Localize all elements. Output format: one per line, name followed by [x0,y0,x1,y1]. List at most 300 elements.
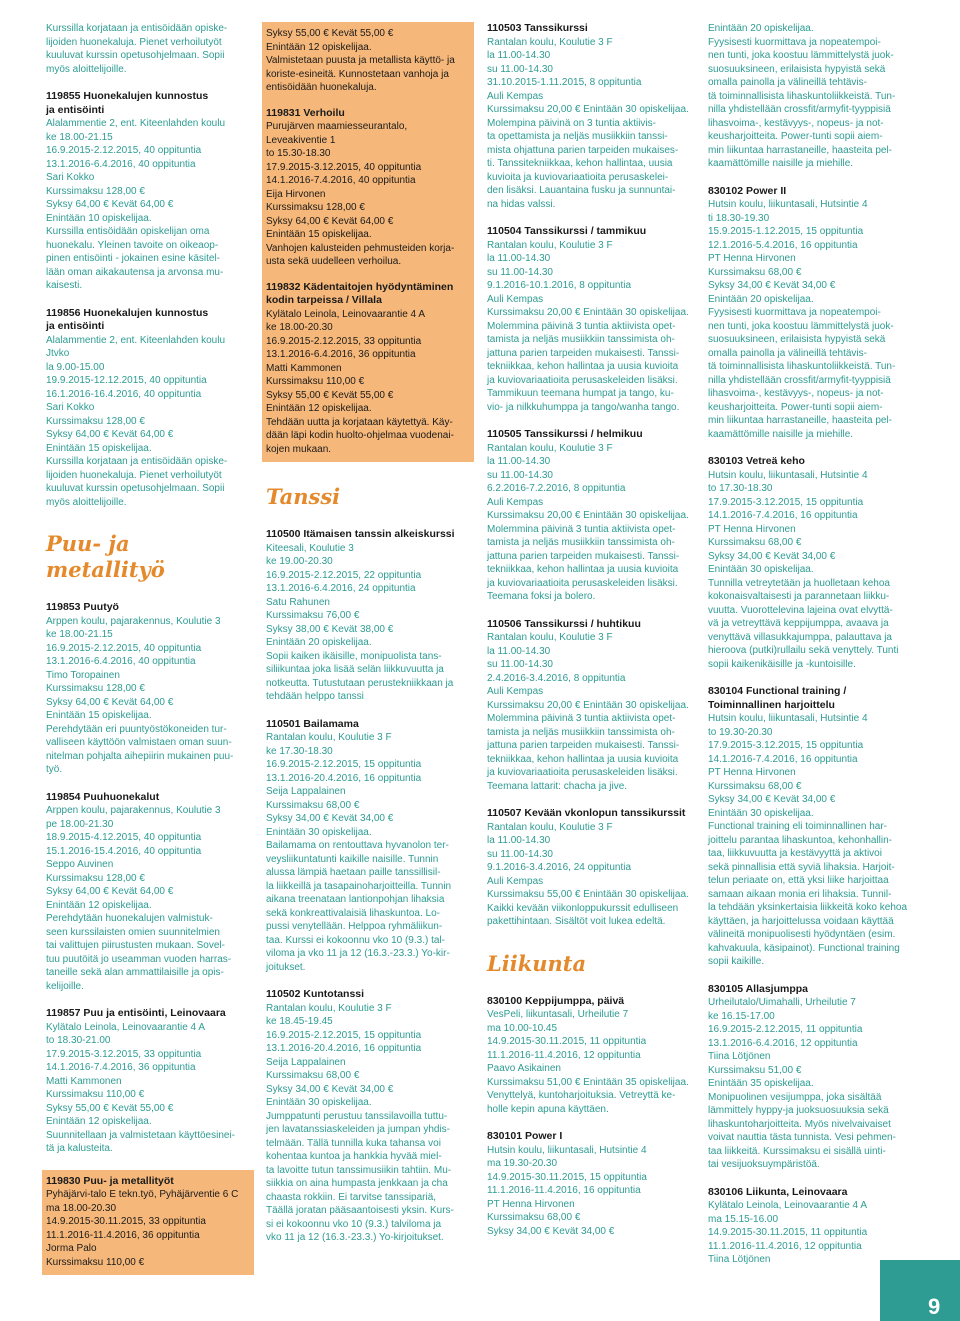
course-detail-line: ti 18.30-19.30 [708,212,770,224]
course-detail-line: lihasvoima-, kestävyys-, nopeus- ja not- [708,117,884,129]
course-detail-line: Matti Kammonen [46,1075,122,1087]
course-detail-line: Seppo Auvinen [46,859,114,870]
course-detail-line: Kurssimaksu 68,00 € [487,1212,581,1223]
course-detail-line: holle kepin apuna käyttäen. [487,1103,609,1115]
course-detail-line: Syksy 34,00 € Kevät 34,00 € [266,813,394,824]
course-detail-line: lään oman aikakautensa ja arvonsa mu- [46,266,224,278]
course-detail-line: Enintään 30 opiskelijaa. [266,1097,372,1108]
course-detail-line: Syksy 55,00 € Kevät 55,00 € [266,389,394,401]
course-detail-line: Kaikki kevään viikonloppukurssit edulliseen [487,902,679,914]
course-detail-line: su 11.00-14.30 [487,848,553,860]
course-detail-line: huonekalu. Yleinen tavoite on oikeaop- [46,239,219,251]
course-detail-line: mista ohjattuna parien tarpeiden mukaises- [487,144,679,156]
course-detail-line: 14.1.2016-7.4.2016, 40 oppituntia [266,175,416,186]
course-detail-line: tamista ja neljäs musiikkiin tanssimista oh- [487,537,675,548]
course-detail-line: Kurssimaksu 110,00 € [266,376,365,387]
course-detail-line: Enintään 30 opiskelijaa. [266,826,372,838]
course-detail-line: Kurssimaksu 110,00 € [46,1256,145,1268]
course-detail-line: taa, liikkuvuutta ja kestävyyttä ja aktivoi [708,848,882,859]
course-detail-line: tai vesijuoksuympäristöä. [708,1159,820,1170]
course-detail-line: kokonaisvaltaisesti ja parannetaan liikku- [708,591,890,602]
course-detail-line: PT Henna Hirvonen [708,523,796,535]
course-detail-line: nen tunti, joka koostuu lämmittelystä juok- [708,50,894,61]
course-detail-line: Molempina päivinä on 3 tuntia aktiivis- [487,117,656,129]
course-detail-line: sopii kaikenikäisille ja -kuntoisille. [708,658,856,670]
course-detail-line: tekniikkaa, kehon hallintaa ja uusia kuvioita [487,564,679,575]
course-detail-line: 17.9.2015-3.12.2015, 15 oppituntia [708,740,864,751]
course-detail-line: VesPeli, liikuntasali, Urheilutie 7 [487,1009,629,1020]
course-detail-line: to 19.30-20.30 [708,726,773,738]
course-detail-line: keusharjoitteita. Power-tunti sopii aiem- [708,131,883,142]
course-entry [708,685,916,969]
course-detail-line: ti. Tanssitekniikkaa, kehon hallintaa, uusia [487,158,673,169]
course-entry [46,1007,254,1156]
course-detail-line: Venyttelyä, kuntoharjoituksia. Vetreyttä ke- [487,1090,676,1101]
course-detail-line: Syksy 34,00 € Kevät 34,00 € [266,1083,394,1095]
course-detail-line: Timo Toropainen [46,669,120,681]
course-detail-line: Sari Kokko [46,402,95,413]
course-detail-line: nilla yhdistellään crossfit/armyfit-tyyppisiä [708,374,891,386]
course-detail-line: tamista ja neljäs musiikkiin tanssimista oh- [487,334,675,345]
course-title: 110506 Tanssikurssi / huhtikuu [487,617,641,630]
course-detail-line: ta opettamista ja neljäs musiikkiin tanssi- [487,131,668,142]
course-entry [266,988,474,1245]
course-detail-line: Matti Kammonen [266,362,342,374]
course-detail-line: Seija Lappalainen [266,1056,346,1068]
course-detail-line: 16.9.2015-2.12.2015, 40 oppituntia [46,145,202,156]
course-detail-line: ja kuviovariaatioita perusaskeleiden lisäksi. [487,577,678,589]
course-entry [46,791,254,994]
course-detail-line: Syksy 64,00 € Kevät 64,00 € [46,696,174,708]
course-title: ja entisöinti [46,320,105,332]
course-detail-line: tuu puutöitä jo useamman vuoden harras- [46,953,232,965]
course-entry [708,185,916,442]
course-detail-line: taa liikkeitä. Kurssimaksu ei sisällä uinti- [708,1145,886,1157]
course-detail-line: vä ja vetreyttävä keppijumppa, avaava ja [708,618,889,629]
course-detail-line: kaamättömille naisille ja miehille. [708,158,854,169]
course-detail-line: 14.1.2016-7.4.2016, 16 oppituntia [708,510,858,521]
continued-text [46,22,254,76]
course-detail-line: vuutta. Vuorottelevina lajeina ovat elvyttä- [708,604,893,616]
course-detail-line: lihasvoima-, kestävyys-, nopeus- ja not- [708,388,884,399]
course-detail-line: Functional training eli toiminnallinen har- [708,821,887,832]
course-detail-line: Enintään 30 opiskelijaa. [708,564,814,575]
course-detail-line: la 11.00-14.30 [487,645,551,657]
course-detail-line: Sari Kokko [46,172,95,183]
course-detail-line: 6.2.2016-7.2.2016, 8 oppituntia [487,483,626,494]
course-detail-line: Tammikuun teemana humpat ja tango, ku- [487,388,674,399]
course-detail-line: Enintään 15 opiskelijaa. [46,710,152,721]
course-detail-line: Jtvko [46,348,70,359]
course-detail-line: Syksy 38,00 € Kevät 38,00 € [266,623,394,635]
course-title: 830101 Power I [487,1130,563,1142]
course-entry [46,90,254,293]
course-detail-line: 13.1.2016-6.4.2016, 12 oppituntia [708,1037,858,1049]
course-detail-line: kelijoille. [46,980,84,992]
course-detail-line: su 11.00-14.30 [487,266,553,278]
course-detail-line: jen lavatanssiaskeleiden ja jumpan yhdis- [266,1124,450,1135]
course-detail-line: Auli Kempas [487,496,544,508]
course-detail-line: Hutsin koulu, liikuntasali, Hutsintie 4 [708,713,868,724]
course-detail-line: Suunnitellaan ja valmistetaan käyttöesinei- [46,1129,235,1141]
course-detail-line: 9.1.2016-10.1.2016, 8 oppituntia [487,280,632,291]
course-detail-line: omalla painolla ja välineillä tehtävis- [708,77,867,88]
course-detail-line: Kurssimaksu 68,00 € [708,266,802,278]
column-4 [708,22,916,1281]
course-detail-line: ma 18.00-20.30 [46,1202,117,1214]
section-heading: Tanssi [266,484,341,509]
course-detail-line: Kurssimaksu 128,00 € [46,872,145,884]
course-detail-line: 12.1.2016-5.4.2016, 16 oppituntia [708,239,858,251]
course-detail-line: 17.9.2015-3.12.2015, 15 oppituntia [708,496,864,508]
course-detail-line: seen kurssilaisten omien suunnitelmien [46,926,220,938]
course-detail-line: Syksy 34,00 € Kevät 34,00 € [708,550,836,562]
course-detail-line: Kurssimaksu 20,00 € Enintään 30 opiskelijaa. [487,510,689,521]
course-detail-line: 14.1.2016-7.4.2016, 36 oppituntia [46,1062,196,1073]
course-detail-line: 11.1.2016-11.4.2016, 36 oppituntia [46,1229,200,1241]
course-detail-line: lijoiden huonekaluja. Pienet verhoilutyöt [46,469,222,481]
course-detail-line: lämmittely hyppy-ja juoksuosuuksia sekä [708,1105,889,1116]
course-detail-line: 15.9.2015-1.12.2015, 15 oppituntia [708,226,864,237]
course-detail-line: Rantalan koulu, Koulutie 3 F [487,821,613,833]
course-detail-line: Kylätalo Leinola, Leinovaarantie 4 A [46,1021,206,1033]
course-detail-line: la liikkeillä ja tasapainoharjoitteilla. Tunnin [266,880,452,892]
course-detail-line: Rantalan koulu, Koulutie 3 F [487,632,613,643]
course-detail-line: Kurssimaksu 20,00 € Enintään 30 opiskelijaa. [487,699,689,711]
course-detail-line: vko 11 ja 12 (16.3.-23.3.) Yo-kirjoitukset. [266,1232,444,1243]
course-detail-line: 13.1.2016-6.4.2016, 40 oppituntia [46,158,196,170]
course-detail-line: Enintään 12 opiskelijaa. [46,1116,152,1127]
course-detail-line: ma 10.00-10.45 [487,1022,558,1034]
course-detail-line: ke 16.15-17.00 [708,1010,775,1022]
course-detail-line: työ. [46,764,63,775]
course-detail-line: Kurssilla korjataan ja entisöidään opiske- [46,456,228,467]
course-detail-line: Enintään 12 opiskelijaa. [266,41,372,53]
course-detail-line: 13.1.2016-6.4.2016, 36 oppituntia [266,349,416,360]
course-detail-line: entisöidään huonekaluja. [266,82,377,93]
course-detail-line: kuuluvat kurssin opetusohjelmaan. Sopii [46,483,225,494]
course-detail-line: to 17.30-18.30 [708,483,773,494]
course-title: 119830 Puu- ja metallityöt [46,1174,174,1187]
course-detail-line: suosuuksineen, erilaisista hypyistä sekä [708,334,886,345]
course-title: 830103 Vetreä keho [708,455,805,467]
course-detail-line: PT Henna Hirvonen [708,767,796,778]
course-detail-line: Syksy 64,00 € Kevät 64,00 € [266,215,394,227]
course-detail-line: taa. Kurssi ei kokoonnu vko 10 (9.3.) tal- [266,934,445,946]
course-detail-line: Kurssimaksu 20,00 € Enintään 30 opiskelijaa. [487,104,689,115]
course-detail-line: usta sekä uudelleen verhoilua. [266,256,402,267]
course-detail-line: siikkia on aina humpasta jenkkaan ja cha [266,1178,448,1189]
course-detail-line: Syksy 64,00 € Kevät 64,00 € [46,199,174,210]
course-entry [266,528,474,704]
course-title: 119831 Verhoilu [266,106,345,119]
course-detail-line: chaasta rokkiin. Ei tarvitse tanssipariä, [266,1191,437,1203]
course-detail-line: tä ja kalusteita. [46,1143,113,1154]
course-title: 110504 Tanssikurssi / tammikuu [487,225,647,237]
course-detail-line: 19.9.2015-12.12.2015, 40 oppituntia [46,375,207,386]
course-entry [487,1130,695,1238]
course-title: 110502 Kuntotanssi [266,988,365,1000]
course-detail-line: la 11.00-14.30 [487,253,551,264]
course-detail-line: Syksy 64,00 € Kevät 64,00 € [46,886,174,897]
course-detail-line: nitelman pohjalta aihepiirin mukainen puu- [46,750,234,762]
course-entry [487,22,695,211]
course-detail-line: Kurssimaksu 128,00 € [46,683,145,694]
course-detail-line: Bailamama on rentouttava hyvanolon ter- [266,840,449,851]
course-title: 110500 Itämaisen tanssin alkeiskurssi [266,528,455,540]
course-detail-line: Enintään 15 opiskelijaa. [46,442,152,454]
course-detail-line: aikana treenataan lantionpohjan lihaksia [266,894,445,905]
highlighted-course-box [42,1170,254,1276]
course-detail-line: Kurssimaksu 68,00 € [708,537,802,548]
course-detail-line: Eija Hirvonen [266,188,326,200]
course-detail-line: Tehdään uutta ja korjataan käytettyä. Käy- [266,416,453,428]
course-detail-line: Auli Kempas [487,686,544,697]
course-detail-line: 14.9.2015-30.11.2015, 15 oppituntia [487,1171,647,1183]
course-detail-line: Jorma Palo [46,1243,97,1254]
course-detail-line: käyttäen, ja harjoittelussa voidaan käyttää [708,915,894,927]
course-detail-line: Enintään 20 opiskelijaa. [708,23,814,34]
course-detail-line: Kurssimaksu 20,00 € Enintään 30 opiskelijaa. [487,307,689,318]
course-detail-line: Hutsin koulu, liikuntasali, Hutsintie 4 [708,469,868,481]
course-detail-line: Syksy 34,00 € Kevät 34,00 € [708,794,836,805]
course-detail-line: Kurssimaksu 55,00 € Enintään 30 opiskelijaa. [487,889,689,900]
course-detail-line: ke 17.30-18.30 [266,745,333,757]
course-detail-line: Rantalan koulu, Koulutie 3 F [487,36,613,48]
course-detail-line: 11.1.2016-11.4.2016, 16 oppituntia [487,1185,641,1196]
course-detail-line: telmään. Tällä tunnilla kuka tahansa voi [266,1137,441,1149]
course-detail-line: Enintään 35 opiskelijaa. [708,1078,814,1089]
course-detail-line: tekniikkaa, kehon hallintaa ja uusia kuvioita [487,361,679,372]
spacer [266,269,470,281]
course-detail-line: kojen mukaan. [266,443,332,455]
course-detail-line: 15.1.2016-15.4.2016, 40 oppituntia [46,845,202,857]
course-entry [708,983,916,1172]
course-entry [487,428,695,604]
course-detail-line: Enintään 30 opiskelijaa. [708,807,814,819]
course-detail-line: 14.9.2015-30.11.2015, 11 oppituntia [487,1036,647,1047]
course-detail-line: Enintään 15 opiskelijaa. [266,229,372,240]
course-detail-line: si ei kokoonnu vko 10 (9.3.) talviloma ja [266,1218,442,1230]
course-detail-line: Monipuolinen vesijumppa, joka sisältää [708,1091,882,1103]
course-detail-line: 14.9.2015-30.11.2015, 33 oppituntia [46,1216,206,1227]
section-heading: Liikunta [487,950,587,976]
course-detail-line: den lisäksi. Lauantaina fusku ja sunnuntai- [487,185,676,196]
course-detail-line: na hidas valssi. [487,198,556,210]
course-detail-line: valliseen käyttöön valmistaen oman suun- [46,737,232,748]
course-detail-line: kohentaa kuntoa ja hankkia hyvää miel- [266,1151,442,1162]
course-entry [487,995,695,1117]
course-detail-line: koriste-esineitä. Kunnostetaan vanhoja ja [266,68,449,80]
course-detail-line: tä toiminnallisista lihaskuntoliikkeistä. Tun- [708,361,896,372]
course-detail-line: 14.9.2015-30.11.2015, 11 oppituntia [708,1227,868,1238]
course-detail-line: Kurssimaksu 51,00 € Enintään 35 opiskelijaa. [487,1076,689,1088]
course-detail-line: su 11.00-14.30 [487,63,553,75]
course-detail-line: Kurssilla korjataan ja entisöidään opiske- [46,23,228,34]
course-detail-line: tai valittujen piirustusten mukaan. Sovel- [46,940,225,951]
course-entry [46,601,254,777]
course-detail-line: sekä konkreattivalaisiä lihaskuntoa. Lo- [266,907,440,919]
course-detail-line: 13.1.2016-6.4.2016, 40 oppituntia [46,656,196,667]
spacer [266,95,470,107]
course-detail-line: Kylätalo Leinola, Leinovaarantie 4 A [708,1200,868,1211]
course-detail-line: Jumppatunti perustuu tanssilavoilla tuttu- [266,1110,448,1122]
course-detail-line: taneille sekä alan ammattilaisille ja opis- [46,967,224,978]
course-detail-line: venyttävä villasukkajumppa, palauttava ja [708,631,892,643]
course-detail-line: jattuna parien tarpeiden mukaisesti. Tanssi- [487,550,680,562]
course-detail-line: to 15.30-18.30 [266,148,331,159]
course-detail-line: voivat nauttia tästa tunnista. Vesi pehmen- [708,1132,896,1143]
course-detail-line: Rantalan koulu, Koulutie 3 F [266,1002,392,1014]
course-detail-line: Rantalan koulu, Koulutie 3 F [487,239,613,251]
course-detail-line: dään läpi kodin huolto-ohjelmaa vuodenai- [266,430,454,441]
course-detail-line: pakettihintaan. Sisältöt voit lukea edeltä. [487,916,666,927]
course-detail-line: 18.9.2015-4.12.2015, 40 oppituntia [46,832,202,843]
course-detail-line: Fyysisesti kuormittava ja nopeatempoi- [708,307,881,318]
course-detail-line: tä toiminnallisista lihaskuntoliikkeistä. Tun- [708,90,896,102]
course-detail-line: 17.9.2015-3.12.2015, 33 oppituntia [46,1048,202,1060]
course-title: 119854 Puuhuonekalut [46,790,160,803]
course-detail-line: PT Henna Hirvonen [708,253,796,264]
course-detail-line: ja kuviovariaatioita perusaskeleiden lisäksi. [487,374,678,386]
column-3 [487,22,695,1252]
course-detail-line: Valmistetaan puusta ja metallista käyttö- ja [266,55,455,66]
course-detail-line: Kurssimaksu 68,00 € [708,780,802,792]
course-detail-line: Syksy 64,00 € Kevät 64,00 € [46,429,174,440]
course-detail-line: vio- ja nilkkuhumppa ja tango/wanha tango. [487,401,680,413]
course-detail-line: viloma ja vko 11 ja 12 (16.3.-23.3.) Yo-kir- [266,948,450,959]
course-detail-line: ke 18.00-21.15 [46,629,113,640]
course-detail-line: Syksy 34,00 € Kevät 34,00 € [708,280,836,291]
course-detail-line: Enintään 10 opiskelijaa. [46,212,152,224]
course-detail-line: la 11.00-14.30 [487,456,551,467]
course-detail-line: omalla painolla ja välineillä tehtävis- [708,347,867,359]
course-detail-line: 16.9.2015-2.12.2015, 15 oppituntia [266,1029,422,1041]
course-detail-line: keusharjoitteita. Power-tunti sopii aiem- [708,401,883,413]
course-detail-line: sopii kaikille. [708,956,765,967]
course-detail-line: PT Henna Hirvonen [487,1198,575,1210]
course-detail-line: 11.1.2016-11.4.2016, 12 oppituntia [487,1049,641,1061]
course-detail-line: Tiina Lötjönen [708,1051,771,1062]
course-detail-line: 16.9.2015-2.12.2015, 33 oppituntia [266,335,422,347]
course-detail-line: Kiteesali, Koulutie 3 [266,542,354,554]
course-title: 119832 Kädentaitojen hyödyntäminen [266,280,454,293]
course-entry [487,618,695,794]
course-title: 830102 Power II [708,184,787,197]
course-detail-line: 11.1.2016-11.4.2016, 12 oppituntia [708,1240,862,1252]
course-title: 119853 Puutyö [46,601,119,613]
course-entry [487,807,695,929]
course-detail-line: samaan aikaan monia eri lihaksia. Tunnil- [708,888,892,900]
course-detail-line: Syksy 34,00 € Kevät 34,00 € [487,1225,615,1237]
course-detail-line: la 11.00-14.30 [487,835,551,846]
course-detail-line: 2.4.2016-3.4.2016, 8 oppituntia [487,672,626,684]
course-detail-line: jattuna parien tarpeiden mukaisesti. Tanssi- [487,347,680,359]
course-title: ja entisöinti [46,103,105,116]
course-detail-line: välineitä monipuolisesti hyödyntäen (esim. [708,929,896,940]
course-detail-line: Teemana lattarit: chacha ja jive. [487,780,628,792]
course-detail-line: hieroova (putki)rullailu sekä venyttely. Tunti [708,645,899,656]
course-detail-line: Enintään 12 opiskelijaa. [46,899,152,911]
course-detail-line: Perehdytään eri puuntyöstökoneiden tur- [46,723,227,735]
course-detail-line: kaisesti. [46,280,83,291]
course-detail-line: kaamättömille naisille ja miehille. [708,428,854,440]
course-detail-line: nilla yhdistellään crossfit/armyfit-tyyppisiä [708,104,891,115]
course-detail-line: ke 18.00-21.15 [46,131,113,143]
course-detail-line: Hutsin koulu, liikuntasali, Hutsintie 4 [487,1144,647,1156]
course-detail-line: 13.1.2016-6.4.2016, 24 oppituntia [266,583,416,594]
course-detail-line: Tunnilla vetreytetään ja huolletaan kehoa [708,577,890,589]
course-detail-line: Täällä joratan pääsaantoisesti yksin. Kurs- [266,1205,454,1216]
course-detail-line: Arppen koulu, pajarakennus, Koulutie 3 [46,805,221,816]
course-detail-line: Auli Kempas [487,293,544,305]
course-title: 830105 Allasjumppa [708,982,808,995]
course-title: 119857 Puu ja entisöinti, Leinovaara [46,1007,226,1019]
course-detail-line: Perehdytään huonekalujen valmistuk- [46,913,213,924]
course-detail-line: myös aloittelijoille. [46,63,127,75]
course-detail-line: lijoiden huonekaluja. Pienet verhoilutyöt [46,36,222,48]
course-detail-line: la 9.00-15.00 [46,361,105,373]
course-detail-line: tamista ja neljäs musiikkiin tanssimista oh- [487,726,675,738]
course-detail-line: pe 18.00-21.30 [46,818,114,830]
section-heading: Puu- ja metallityö [46,531,165,582]
course-detail-line: Syksy 55,00 € Kevät 55,00 € [266,28,394,39]
course-detail-line: Seija Lappalainen [266,786,346,797]
course-detail-line: ma 15.15-16.00 [708,1213,779,1225]
course-title: 110505 Tanssikurssi / helmikuu [487,428,643,440]
course-detail-line: 9.1.2016-3.4.2016, 24 oppituntia [487,862,632,873]
course-detail-line: Kurssimaksu 76,00 € [266,610,360,621]
course-detail-line: jattuna parien tarpeiden mukaisesti. Tanssi- [487,740,680,751]
course-detail-line: 16.9.2015-2.12.2015, 11 oppituntia [708,1024,863,1035]
course-detail-line: Enintään 20 opiskelijaa. [708,293,814,305]
course-detail-line: sekä pinnallisia että syviä lihaksia. Harjoit- [708,861,895,873]
course-detail-line: veysliikuntatunti kaikille naisille. Tunnin [266,853,439,865]
course-detail-line: Tiina Lötjönen [708,1254,771,1265]
course-detail-line: Kurssimaksu 128,00 € [46,185,145,197]
course-detail-line: Paavo Asikainen [487,1063,561,1074]
course-detail-line: Leveakiventie 1 [266,134,336,146]
course-detail-line: joitukset. [266,961,306,973]
course-detail-line: 16.9.2015-2.12.2015, 15 oppituntia [266,759,422,770]
course-detail-line: kuvioita ja kuviovariaatioita perusaskelei- [487,171,669,183]
course-detail-line: Kurssimaksu 128,00 € [266,202,365,213]
course-detail-line: Kurssimaksu 68,00 € [266,1070,360,1081]
course-detail-line: Kurssimaksu 51,00 € [708,1064,802,1076]
course-detail-line: 31.10.2015-1.11.2015, 8 oppituntia [487,77,642,88]
course-detail-line: 13.1.2016-20.4.2016, 16 oppituntia [266,772,422,784]
course-detail-line: tekniikkaa, kehon hallintaa ja uusia kuvioita [487,753,679,765]
course-detail-line: min liikuntaa harrastaneille, haasteita pel- [708,415,892,426]
course-entry [708,1186,916,1267]
course-detail-line: 16.9.2015-2.12.2015, 40 oppituntia [46,642,202,654]
column-2 [266,22,474,1259]
course-detail-line: Kurssilla entisöidään opiskelijan oma [46,226,210,237]
course-title: Toiminnallinen harjoittelu [708,698,835,711]
course-detail-line: 16.1.2016-16.4.2016, 40 oppituntia [46,388,202,400]
course-detail-line: notkeutta. Tutustutaan perustekniikkaan ja [266,677,454,689]
column-1 [46,22,254,1287]
course-title: kodin tarpeissa / Villala [266,294,382,306]
course-detail-line: ja kuviovariaatioita perusaskeleiden lisäksi. [487,767,678,778]
course-detail-line: ta lavoitte tutun tanssimusiikin tahtiin. Mu- [266,1164,452,1176]
course-detail-line: Alalammentie 2, ent. Kiteenlahden koulu [46,334,226,346]
course-detail-line: Rantalan koulu, Koulutie 3 F [266,732,392,743]
course-detail-line: joittelu parantaa lihaskuntoa, kehonhallin- [708,834,893,846]
course-detail-line: Molemmina päivinä 3 tuntia aktiivista opet- [487,523,676,535]
course-title: 830104 Functional training / [708,685,847,697]
course-title: 830106 Liikunta, Leinovaara [708,1185,848,1198]
